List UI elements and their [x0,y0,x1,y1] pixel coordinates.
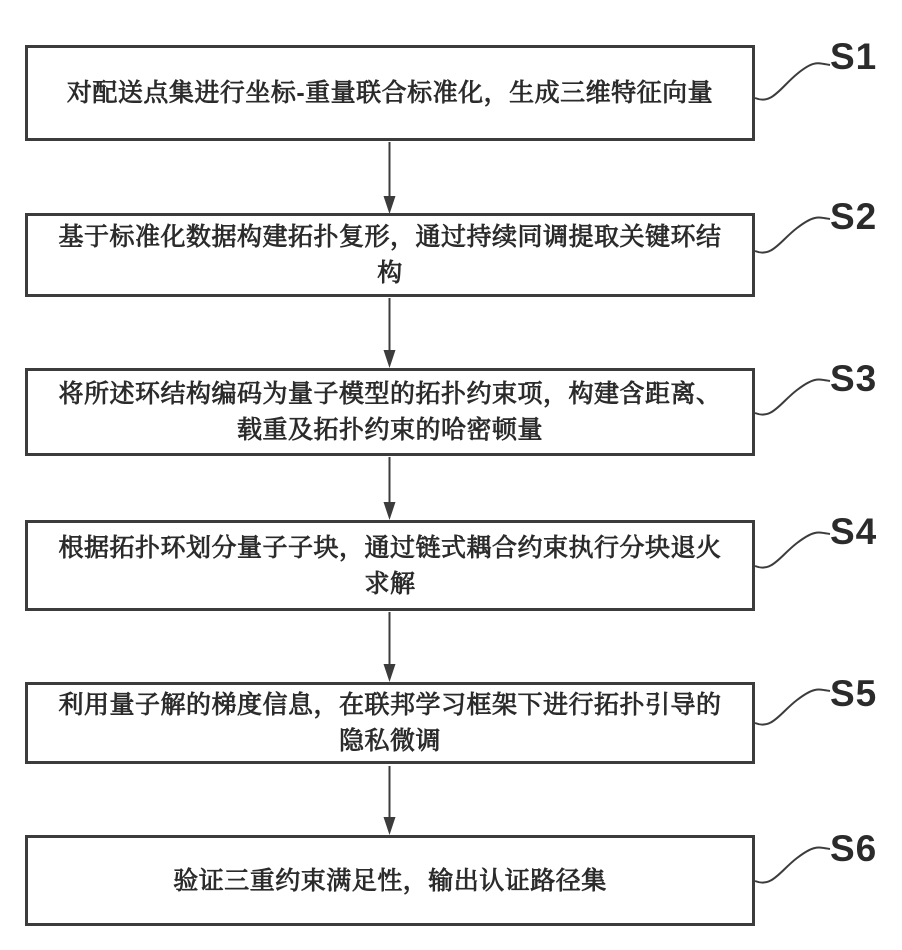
step-tag-s2: S2 [830,196,878,237]
leader-line [755,63,830,99]
step-box-s3 [25,368,755,456]
flow-arrow [384,457,396,520]
step-text: 隐私微调 [338,727,441,755]
leader-line [755,690,830,725]
leader-line [755,380,830,415]
step-text: 求解 [364,569,416,598]
step-text: 将所述环结构编码为量子模型的拓扑约束项，构建含距离、 [58,380,722,408]
flow-arrow [384,142,396,214]
step-box-s1 [25,45,755,141]
leader-line [755,533,830,568]
arrow-head-icon [384,502,396,520]
step-box-s4 [25,520,755,611]
flow-arrow [384,612,396,682]
arrow-head-icon [384,664,396,682]
step-box-s6 [25,835,755,926]
flow-arrow [384,298,396,368]
step-box-s5 [25,682,755,764]
step-text: 构 [377,259,403,287]
step-text: 基于标准化数据构建拓扑复形，通过持续同调提取关键环结 [58,223,722,251]
step-tag-s3: S3 [830,358,878,399]
arrow-head-icon [384,817,396,835]
leader-line [755,218,830,253]
arrow-head-icon [384,196,396,214]
step-text: 根据拓扑环划分量子子块，通过链式耦合约束执行分块退火 [58,533,722,562]
step-tag-s1: S1 [830,36,878,77]
step-tag-s4: S4 [830,511,878,552]
step-text: 载重及拓扑约束的哈密顿量 [236,416,543,444]
arrow-head-icon [384,350,396,368]
flow-arrow [384,766,396,835]
step-box-s2 [25,213,755,297]
step-tag-s6: S6 [830,828,878,869]
step-text: 验证三重约束满足性，输出认证路径集 [173,866,607,895]
step-tag-s5: S5 [830,673,878,714]
leader-line [755,848,830,883]
step-text: 利用量子解的梯度信息，在联邦学习框架下进行拓扑引导的 [58,691,722,719]
step-text: 对配送点集进行坐标-重量联合标准化，生成三维特征向量 [66,79,714,107]
